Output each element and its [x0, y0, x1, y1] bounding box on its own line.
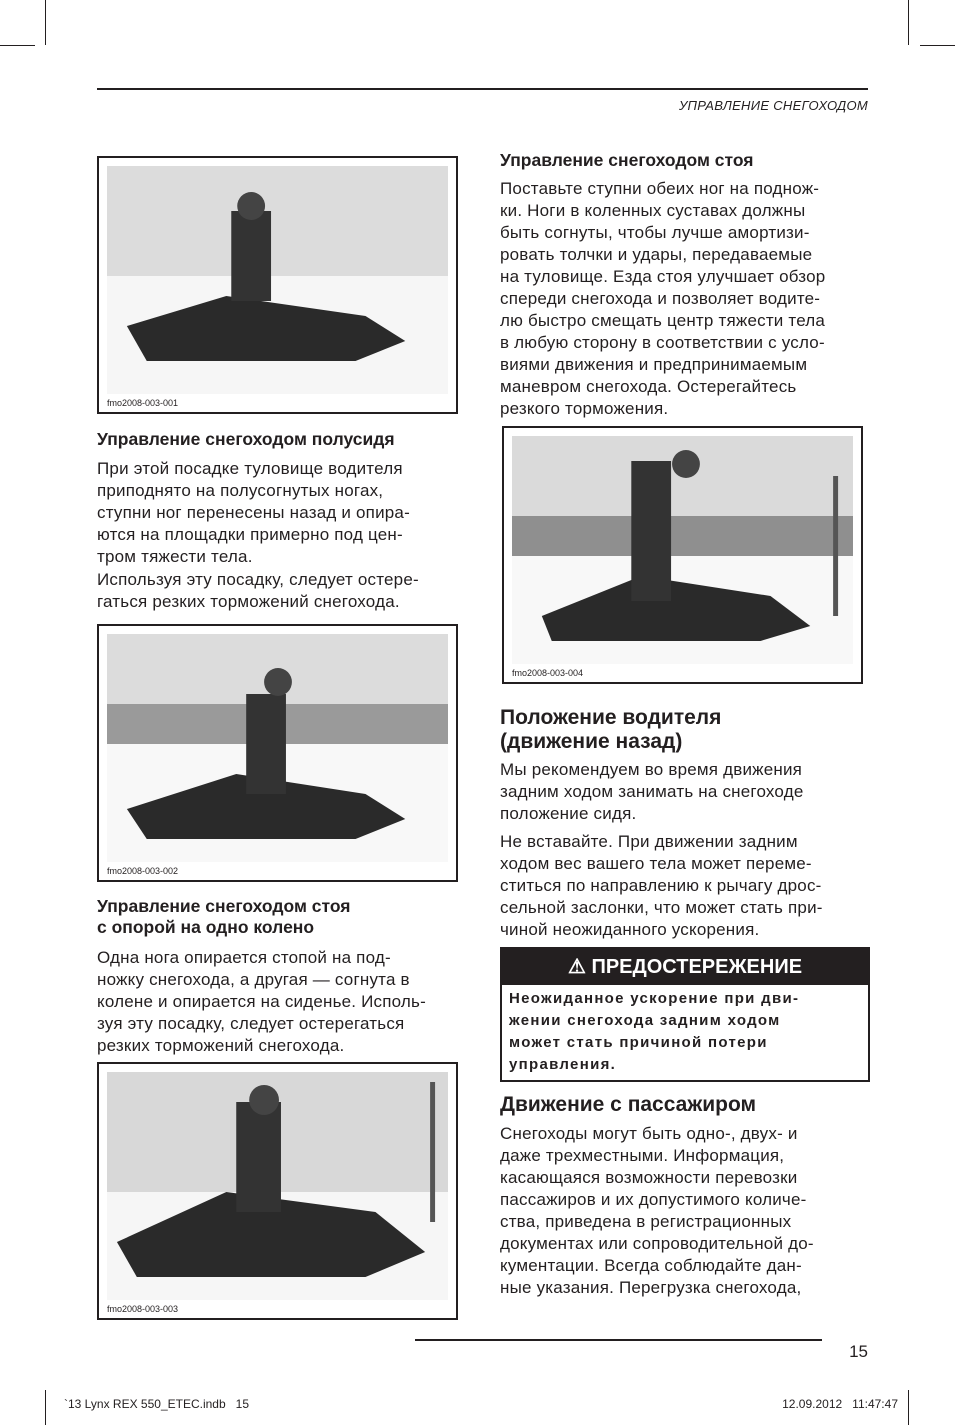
- footer-file: `13 Lynx REX 550_ETEC.indb 15: [64, 1397, 249, 1411]
- warning-text: Неожиданное ускорение при дви- жении снегохода задним ходом может стать причиной потери управления.: [509, 990, 800, 1073]
- heading-passenger: Движение с пассажиром: [500, 1093, 757, 1116]
- crop-mark: [920, 45, 955, 46]
- paragraph: Используя эту посадку, следует остере- гаться резких торможений снегохода.: [97, 570, 419, 611]
- warning-title: ПРЕДОСТЕРЕЖЕНИЕ: [591, 956, 803, 978]
- figure-caption: fmo2008-003-003: [107, 1304, 179, 1314]
- snowmobile-photo: [512, 436, 853, 664]
- figure-semi-seated: [97, 156, 458, 414]
- heading-one-knee: Управление снегоходом стоя с опорой на одно колено: [97, 896, 351, 937]
- figure-caption: fmo2008-003-001: [107, 398, 179, 408]
- warning-header: [502, 949, 868, 985]
- paragraph: Поставьте ступни обеих ног на поднож- ки. Ноги в коленных суставах должны быть согнуты, чтобы лучше амортизи- ровать толчки и удары, передаваемые на туловище. Езда стоя улучшает обзор спереди снегохода и позволяет водите- лю быстро смещать центр тяжести тела в любую сторону в соответствии с усло- виями движения и предпринимаемым маневром снегохода. Остерегайтесь резкого торможения.: [500, 179, 826, 418]
- crop-mark: [45, 0, 46, 45]
- figure-standing: [502, 426, 863, 684]
- snowmobile-photo: [107, 634, 448, 862]
- paragraph: Одна нога опирается стопой на под- ножку снегохода, а другая — согнута в колене и опирается на сиденье. Исполь- зуя эту посадку, следует остерегаться резких торможений снегохода.: [97, 948, 426, 1055]
- figure-one-knee: [97, 624, 458, 882]
- figure-caption: fmo2008-003-002: [107, 866, 179, 876]
- section-title: УПРАВЛЕНИЕ СНЕГОХОДОМ: [678, 98, 868, 113]
- footer-rule: [415, 1339, 822, 1341]
- crop-mark: [0, 45, 35, 46]
- paragraph: При этой посадке туловище водителя приподнято на полусогнутых ногах, ступни ног перенесены назад и опира- ются на площадки примерно под цен- тром тяжести тела.: [97, 459, 410, 566]
- snowmobile-photo: [107, 166, 448, 394]
- warning-triangle-icon: ⚠: [567, 956, 586, 978]
- figure-caption: fmo2008-003-004: [512, 668, 584, 678]
- header-rule: [97, 88, 868, 90]
- crop-mark: [45, 1390, 46, 1425]
- paragraph: Мы рекомендуем во время движения задним ходом занимать на снегоходе положение сидя.: [500, 760, 804, 823]
- heading-semi-seated: Управление снегоходом полусидя: [97, 429, 395, 449]
- snowmobile-photo: [107, 1072, 448, 1300]
- footer-datetime: 12.09.2012 11:47:47: [782, 1397, 898, 1411]
- figure-standing-one-knee: [97, 1062, 458, 1320]
- page-number: 15: [849, 1342, 868, 1361]
- warning-box: [500, 947, 870, 1082]
- paragraph: Не вставайте. При движении задним ходом вес вашего тела может переме- ститься по направлению к рычагу дрос- сельной заслонки, что может стать при- чиной неожиданного ускорения.: [500, 832, 823, 939]
- heading-standing: Управление снегоходом стоя: [500, 150, 754, 170]
- paragraph: Снегоходы могут быть одно-, двух- и даже трехместными. Информация, касающаяся возможности перевозки пассажиров и их допустимого количе- ства, приведена в регистрационных документах или сопроводительной до- кументации. Всегда соблюдайте дан- ные указания. Перегрузка снегохода,: [500, 1124, 814, 1297]
- crop-mark: [908, 1390, 909, 1425]
- crop-mark: [908, 0, 909, 45]
- heading-reverse: Положение водителя (движение назад): [500, 706, 722, 753]
